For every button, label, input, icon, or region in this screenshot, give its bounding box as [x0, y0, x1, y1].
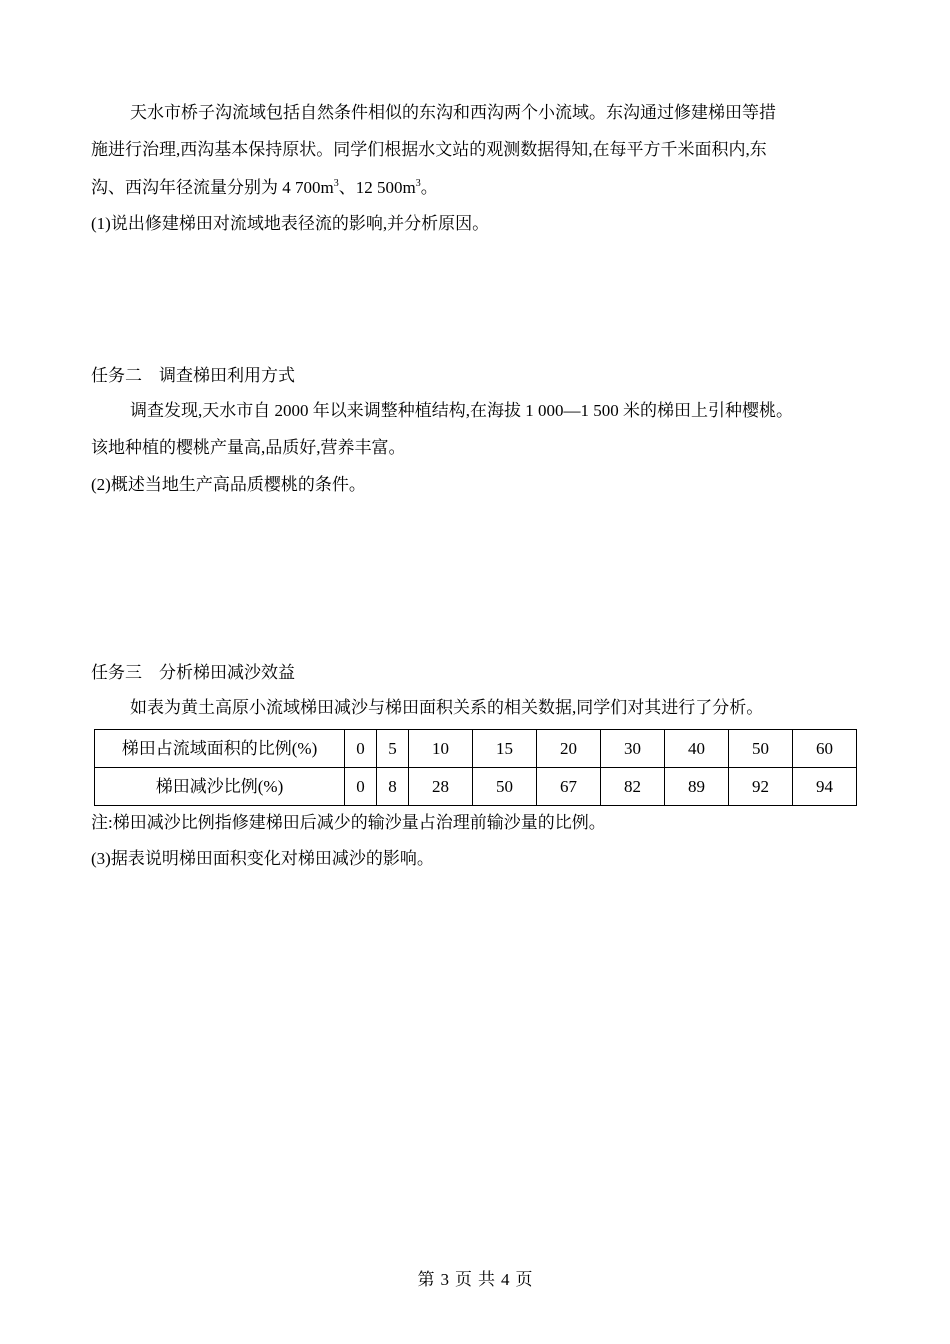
table-cell: 28	[409, 768, 473, 806]
page-footer	[0, 1265, 950, 1290]
table-cell: 5	[377, 730, 409, 768]
table-cell: 20	[537, 730, 601, 768]
task1-paragraph-line-1: 天水市桥子沟流域包括自然条件相似的东沟和西沟两个小流域。东沟通过修建梯田等措	[130, 103, 776, 122]
table-cell: 82	[601, 768, 665, 806]
table-cell: 0	[345, 768, 377, 806]
page-number: 3	[440, 1270, 449, 1289]
row-label-terrace-area: 梯田占流域面积的比例(%)	[95, 730, 345, 768]
table-row	[95, 768, 857, 806]
task2-title: 任务二 调查梯田利用方式	[91, 366, 295, 385]
table-cell: 40	[665, 730, 729, 768]
unit-exponent: 3	[415, 178, 421, 189]
runoff-east-text: 沟、西沟年径流量分别为 4 700m	[91, 178, 334, 197]
table-cell: 50	[473, 768, 537, 806]
table-cell: 50	[729, 730, 793, 768]
task1-paragraph-line-2: 施进行治理,西沟基本保持原状。同学们根据水文站的观测数据得知,在每平方千米面积内,东	[91, 140, 767, 159]
table-cell: 0	[345, 730, 377, 768]
terrace-sediment-table	[94, 729, 857, 806]
table-cell: 30	[601, 730, 665, 768]
sentence-end: 。	[420, 178, 438, 197]
task2-paragraph-line-2: 该地种植的樱桃产量高,品质好,营养丰富。	[91, 438, 406, 457]
footer-prefix: 第	[417, 1270, 435, 1289]
total-pages: 4	[501, 1270, 510, 1289]
unit-exponent: 3	[333, 178, 339, 189]
table-cell: 15	[473, 730, 537, 768]
table-cell: 94	[793, 768, 857, 806]
task3-intro: 如表为黄土高原小流域梯田减沙与梯田面积关系的相关数据,同学们对其进行了分析。	[130, 698, 764, 717]
table-cell: 8	[377, 768, 409, 806]
question-2: (2)概述当地生产高品质樱桃的条件。	[91, 475, 366, 494]
task2-paragraph-line-1: 调查发现,天水市自 2000 年以来调整种植结构,在海拔 1 000—1 500 米的梯田上引种樱桃。	[130, 401, 793, 420]
task3-title: 任务三 分析梯田减沙效益	[91, 663, 295, 682]
table-cell: 89	[665, 768, 729, 806]
footer-total-word: 共	[478, 1270, 495, 1289]
table-row	[95, 730, 857, 768]
task1-paragraph-line-3	[91, 177, 438, 199]
footer-page-word: 页	[455, 1270, 472, 1289]
table-cell: 60	[793, 730, 857, 768]
table-note: 注:梯田减沙比例指修建梯田后减少的输沙量占治理前输沙量的比例。	[91, 813, 606, 832]
question-1: (1)说出修建梯田对流域地表径流的影响,并分析原因。	[91, 214, 490, 233]
footer-suffix: 页	[515, 1270, 533, 1289]
runoff-west-text: 、12 500m	[338, 178, 416, 197]
table-cell: 67	[537, 768, 601, 806]
question-3: (3)据表说明梯田面积变化对梯田减沙的影响。	[91, 849, 434, 868]
table-cell: 92	[729, 768, 793, 806]
row-label-sediment-reduction: 梯田减沙比例(%)	[95, 768, 345, 806]
table-cell: 10	[409, 730, 473, 768]
